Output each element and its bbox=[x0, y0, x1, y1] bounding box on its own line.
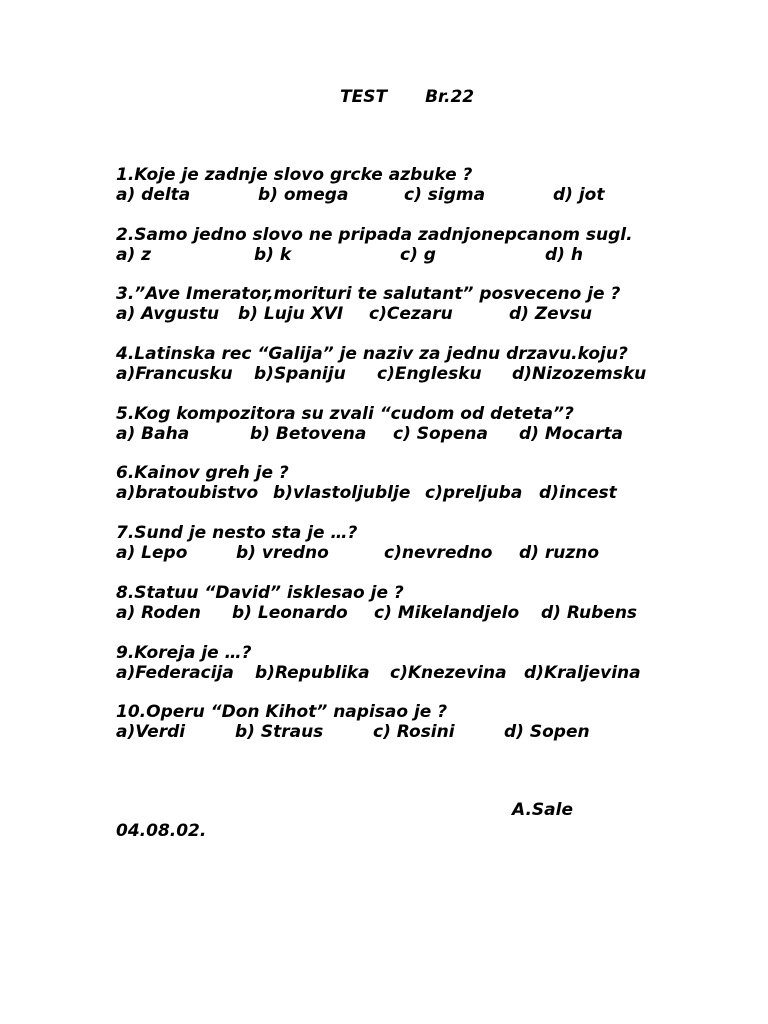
question-5 bbox=[116, 404, 736, 464]
option-b: b)Republika bbox=[255, 662, 370, 683]
question-8 bbox=[116, 583, 736, 643]
option-c: c)Englesku bbox=[377, 364, 482, 385]
answer-options bbox=[116, 722, 736, 742]
option-a: a)bratoubistvo bbox=[116, 483, 259, 504]
answer-options bbox=[116, 185, 736, 205]
question-text: 7.Sund je nesto sta je …? bbox=[116, 523, 358, 544]
option-d: d) Sopen bbox=[504, 722, 590, 743]
option-c: c)preljuba bbox=[425, 483, 523, 504]
question-9 bbox=[116, 643, 736, 703]
option-a: a)Francusku bbox=[116, 364, 233, 385]
option-d: d)Kraljevina bbox=[524, 662, 641, 683]
option-a: a) Avgustu bbox=[116, 304, 220, 325]
option-d: d) Zevsu bbox=[509, 304, 593, 325]
option-b: b) Luju XVI bbox=[238, 304, 344, 325]
option-d: d) Rubens bbox=[541, 602, 638, 623]
option-b: b) Leonardo bbox=[232, 602, 348, 623]
option-b: b) Straus bbox=[235, 722, 324, 743]
option-a: a) delta bbox=[116, 185, 191, 205]
option-a: a)Verdi bbox=[116, 722, 186, 743]
author-signature: A.Sale bbox=[512, 800, 574, 820]
answer-options bbox=[116, 304, 736, 324]
question-text: 3.”Ave Imerator,morituri te salutant” posveceno je ? bbox=[116, 284, 621, 305]
question-text: 8.Statuu “David” isklesao je ? bbox=[116, 582, 404, 603]
option-d: d)incest bbox=[539, 483, 617, 504]
option-a: a) Lepo bbox=[116, 543, 188, 564]
option-a: a) Baha bbox=[116, 423, 190, 444]
title-number: Br.22 bbox=[425, 87, 475, 107]
question-text: 1.Koje je zadnje slovo grcke azbuke ? bbox=[116, 165, 473, 185]
question-3 bbox=[116, 284, 736, 344]
question-4 bbox=[116, 344, 736, 404]
answer-options bbox=[116, 483, 736, 503]
option-c: c)Cezaru bbox=[369, 304, 453, 325]
answer-options bbox=[116, 424, 736, 444]
option-d: d) Mocarta bbox=[519, 423, 623, 444]
question-10 bbox=[116, 702, 736, 762]
option-c: c) g bbox=[400, 244, 436, 265]
option-b: b) k bbox=[254, 244, 292, 265]
question-text: 2.Samo jedno slovo ne pripada zadnjonepcanom sugl. bbox=[116, 224, 633, 245]
answer-options bbox=[116, 543, 736, 563]
question-1 bbox=[116, 165, 736, 225]
option-b: b)Spaniju bbox=[254, 364, 346, 385]
question-list bbox=[116, 165, 736, 762]
answer-options bbox=[116, 663, 736, 683]
option-c: c) sigma bbox=[404, 185, 486, 205]
document-date: 04.08.02. bbox=[116, 821, 207, 841]
option-d: d) jot bbox=[553, 185, 605, 205]
option-d: d)Nizozemsku bbox=[512, 364, 647, 385]
question-text: 6.Kainov greh je ? bbox=[116, 463, 289, 484]
option-c: c)Knezevina bbox=[390, 662, 507, 683]
answer-options bbox=[116, 245, 736, 265]
option-c: c) Sopena bbox=[393, 423, 488, 444]
option-b: b) vredno bbox=[236, 543, 329, 564]
question-2 bbox=[116, 225, 736, 285]
question-text: 5.Kog kompozitora su zvali “cudom od deteta”? bbox=[116, 403, 574, 424]
question-6 bbox=[116, 463, 736, 523]
answer-options bbox=[116, 603, 736, 623]
page-title bbox=[340, 86, 474, 108]
title-test: TEST bbox=[340, 87, 388, 107]
answer-options bbox=[116, 364, 736, 384]
option-d: d) h bbox=[545, 244, 583, 265]
option-d: d) ruzno bbox=[519, 543, 600, 564]
option-b: b)vlastoljublje bbox=[273, 483, 411, 504]
option-c: c)nevredno bbox=[384, 543, 493, 564]
option-a: a)Federacija bbox=[116, 662, 234, 683]
option-c: c) Mikelandjelo bbox=[374, 602, 520, 623]
option-c: c) Rosini bbox=[373, 722, 455, 743]
option-b: b) omega bbox=[258, 185, 349, 205]
option-a: a) z bbox=[116, 244, 152, 265]
question-text: 4.Latinska rec “Galija” je naziv za jednu drzavu.koju? bbox=[116, 344, 628, 365]
question-text: 10.Operu “Don Kihot” napisao je ? bbox=[116, 702, 448, 723]
option-b: b) Betovena bbox=[250, 423, 367, 444]
option-a: a) Roden bbox=[116, 602, 201, 623]
question-text: 9.Koreja je …? bbox=[116, 642, 252, 663]
question-7 bbox=[116, 523, 736, 583]
